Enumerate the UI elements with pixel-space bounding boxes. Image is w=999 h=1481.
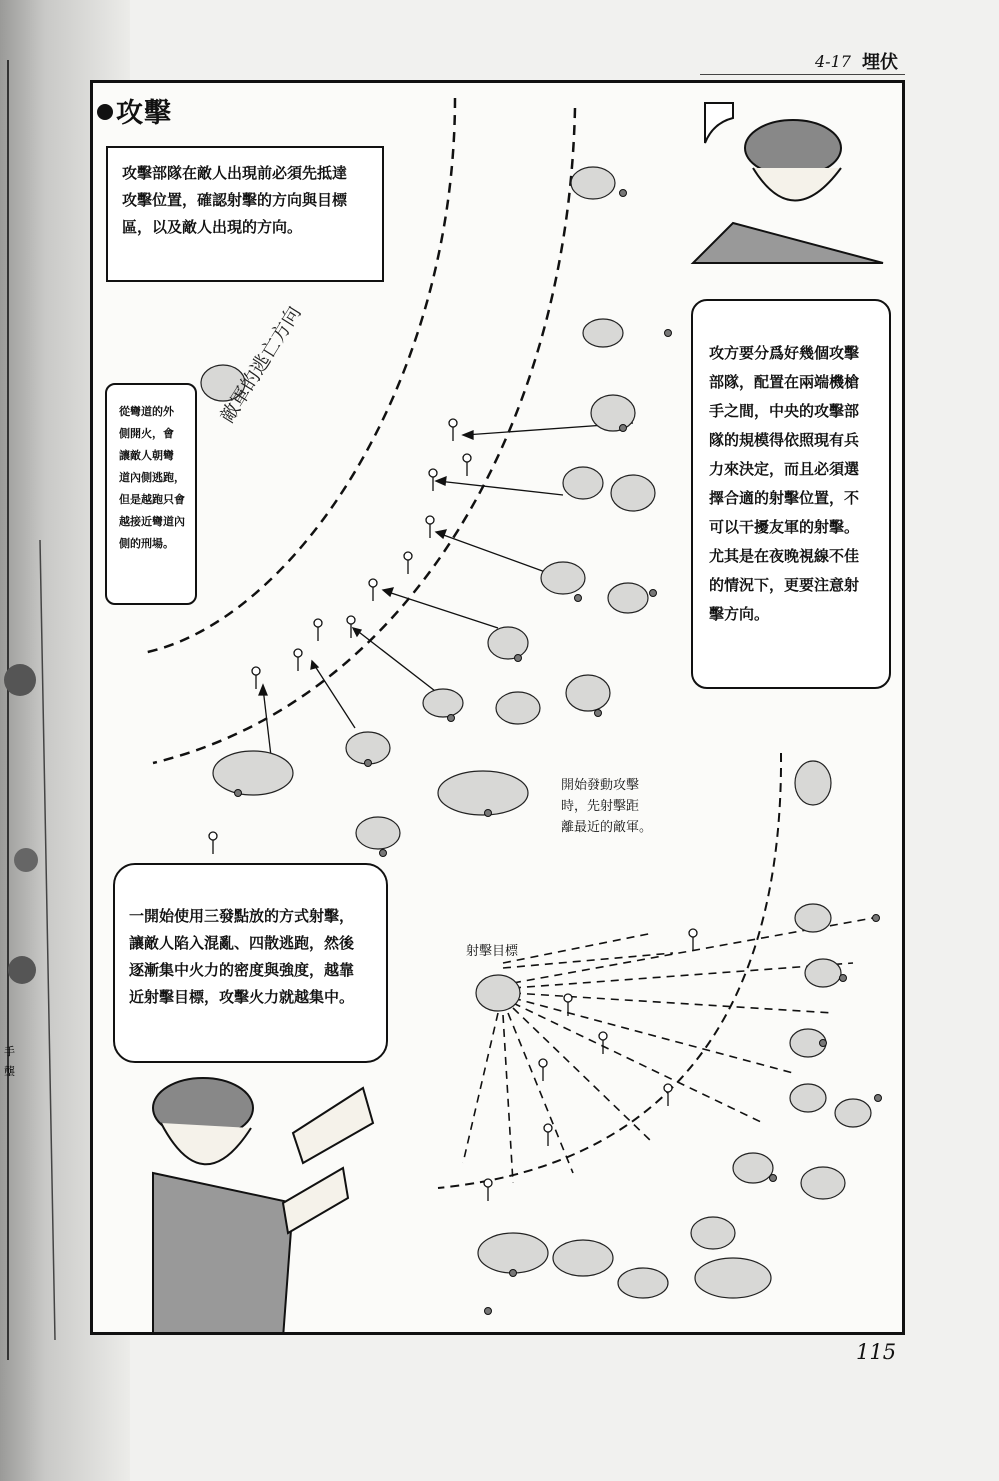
section-title: 攻擊	[97, 91, 172, 130]
header-rule	[700, 74, 905, 75]
previous-page-edge	[0, 40, 60, 1420]
soldier-portrait-bottom	[153, 1078, 373, 1335]
soldier-portrait-top	[693, 103, 888, 263]
illustration-panel	[90, 80, 905, 1335]
speech-bubble-right: 攻方要分爲好幾個攻擊 部隊，配置在兩端機槍 手之間，中央的攻擊部 隊的規模得依照現有兵 力來決定，而且必須選 擇合適的射擊位置，不 可以干擾友軍的射擊。 尤其是在夜晚視線不佳 的情況下，更要注意射 擊方向。	[691, 299, 891, 689]
page-number: 115	[856, 1340, 897, 1364]
section-code: 4-17	[815, 52, 851, 71]
fire-arrow	[438, 481, 563, 495]
first-shot-note: 開始發動攻擊 時，先射擊距 離最近的敵軍。	[561, 778, 653, 835]
chapter-title: 埋伏	[862, 52, 898, 73]
escape-direction-label: 敵軍的逃亡方向	[216, 302, 306, 427]
speech-bubble-bottom: 一開始使用三發點放的方式射擊， 讓敵人陷入混亂、四散逃跑，然後 逐漸集中火力的密度與強度，越靠 近射擊目標，攻擊火力就越集中。	[113, 863, 388, 1063]
speech-bubble-left: 從彎道的外 側開火，會 讓敵人朝彎 道內側逃跑， 但是越跑只會 越接近彎道內 側的刑場。	[105, 383, 197, 605]
fire-arrow	[438, 533, 548, 573]
svg-text:壟: 壟	[4, 1065, 15, 1078]
intro-caption: 攻擊部隊在敵人出現前必須先抵達 攻擊位置，確認射擊的方向與目標 區，以及敵人出現的方向。	[106, 146, 384, 282]
fire-arrow	[385, 591, 498, 628]
prev-page-text: 手	[4, 1045, 15, 1058]
target-label: 射擊目標	[466, 944, 519, 959]
